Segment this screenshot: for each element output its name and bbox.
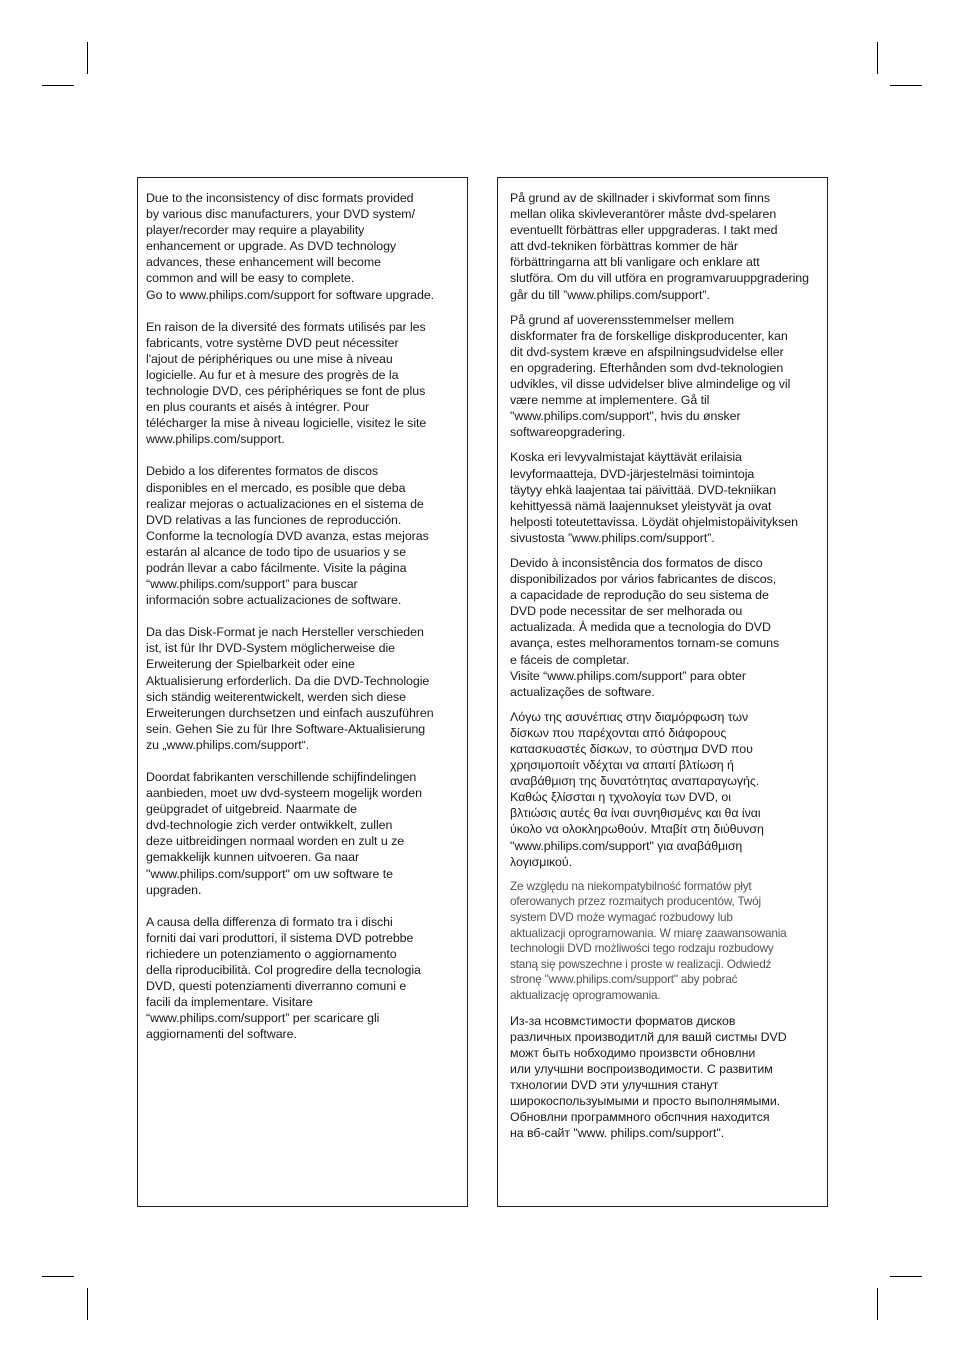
crop-mark [87, 1288, 88, 1320]
paragraph-spanish: Debido a los diferentes formatos de discos disponibles en el mercado, es posible que deba realizar mejoras o actualizaciones en el sistema de DVD relativas a las funciones de reproducción. Conforme la tecnología DVD avanza, estas mejoras estarán al alcance de todo tipo de usuarios y se podrán llevar a cabo fácilmente. Visite la página “www.philips.com/support” para buscar información sobre actualizaciones de software. [146, 464, 429, 608]
crop-mark [42, 1276, 74, 1277]
crop-mark [890, 1276, 922, 1277]
paragraph-german: Da das Disk-Format je nach Hersteller verschieden ist, ist für Ihr DVD-System möglicherweise die Erweiterung der Spielbarkeit oder eine Aktualisierung erforderlich. Da die DVD-Technologie sich ständig weiterentwickelt, werden sich diese Erweiterungen durchsetzen und einfach auszuführen sein. Gehen Sie zu für Ihre Software-Aktualisierung zu „www.philips.com/support“. [146, 625, 434, 752]
paragraph-danish: På grund af uoverensstemmelser mellem diskformater fra de forskellige diskproducenter, kan dit dvd-system kræve en afspilningsudvidelse eller en opgradering. Efterhånden som dvd-teknologien udvikles, vil disse udvidelser blive almindelige og vil være nemme at implementere. Gå til "www.philips.com/support", hvis du ønsker softwareopgradering. [510, 312, 791, 440]
paragraph-greek: Λόγω της ασυνέπιας στην διαμόρφωση των δίσκων που παρέχονται από διάφορους κατασκυαστές δίσκων, το σύστημα DVD που χρησιμοποιίτ νδέχται να απαιτί βλτίωση ή αναβάθμιση της δυνατότητας αναπαραγωγής. Καθώς ξλίσσται η τχνολογία των DVD, οι βλτιώσις αυτές θα ίναι συνηθισμένς και θα ίναι ύκολο να ολοκληρωθούν. Μταβίτ στη διύθυνση "www.philips.com/support" για αναβάθμιση λογισμικού. [510, 709, 764, 869]
left-text-box [137, 177, 468, 1207]
paragraph-russian: Из-за нсовмстимости форматов дисков различных производитлй для вашй систмы DVD можт быть нобходимо произвсти обновлни или улучшни воспроизводимости. С развитим тхнологии DVD эти улучшния станут широкоспользуымыми и просто выполнямыми. Обновлни программного обспчния находится на вб-сайт "www. philips.com/support". [510, 1013, 787, 1141]
crop-mark [877, 1288, 878, 1320]
paragraph-polish: Ze względu na niekompatybilność formatów płyt oferowanych przez rozmaitych producentów, Twój system DVD może wymagać rozbudowy lub aktualizacji oprogramowania. W miarę zaawansowania technologii DVD możliwości tego rodzaju rozbudowy staną się powszechne i proste w realizacji. Odwiedź stronę "www.philips.com/support" aby pobrać aktualizację oprogramowania. [510, 878, 787, 1002]
crop-mark [890, 85, 922, 86]
crop-mark [87, 42, 88, 74]
paragraph-french: En raison de la diversité des formats utilisés par les fabricants, votre système DVD peut nécessiter l'ajout de périphériques ou une mise à niveau logicielle. Au fur et à mesure des progrès de la technologie DVD, ces périphériques se font de plus en plus courants et aisés à intégrer. Pour télécharger la mise à niveau logicielle, visitez le site www.philips.com/support. [146, 319, 427, 447]
paragraph-portuguese: Devido à inconsistência dos formatos de disco disponibilizados por vários fabricantes de discos, a capacidade de reprodução do seu sistema de DVD pode necessitar de ser melhorada ou actualizada. À medida que a tecnologia do DVD avança, estes melhoramentos tornam-se comuns e fáceis de completar. Visite “www.philips.com/support” para obter actualizações de software. [510, 555, 780, 699]
paragraph-finnish: Koska eri levyvalmistajat käyttävät erilaisia levyformaatteja, DVD-järjestelmäsi toimintoja täytyy ehkä laajentaa tai päivittää. DVD-tekniikan kehittyessä nämä laajennukset yleistyvät ja ovat helposti toteutettavissa. Löydät ohjelmistopäivityksen sivustosta ”www.philips.com/support”. [510, 450, 798, 545]
crop-mark [42, 85, 74, 86]
paragraph-italian: A causa della differenza di formato tra i dischi forniti dai vari produttori, il sistema DVD potrebbe richiedere un potenziamento o aggiornamento della riproducibilità. Col progredire della tecnologia DVD, questi potenziamenti diverranno comuni e facili da implementare. Visitare “www.philips.com/support” per scaricare gli aggiornamenti del software. [146, 914, 421, 1042]
paragraph-dutch: Doordat fabrikanten verschillende schijfindelingen aanbieden, moet uw dvd-systeem mogelijk worden geüpgradet of uitgebreid. Naarmate de dvd-technologie zich verder ontwikkelt, zullen deze uitbreidingen normaal worden en zult u ze gemakkelijk kunnen uitvoeren. Ga naar "www.philips.com/support" om uw software te upgraden. [146, 770, 422, 897]
crop-mark [877, 42, 878, 74]
paragraph-english: Due to the inconsistency of disc formats provided by various disc manufacturers, your DVD system/ player/recorder may require a playability enhancement or upgrade. As DVD technology advances, these enhancement will become common and will be easy to complete. Go to www.philips.com/support for software upgrade. [146, 191, 435, 302]
paragraph-swedish: På grund av de skillnader i skivformat som finns mellan olika skivleverantörer måste dvd-spelaren eventuellt förbättras eller uppgraderas. I takt med att dvd-tekniken förbättras kommer de här förbättringarna att bli vanligare och enklare att slutföra. Om du vill utföra en programvaruuppgradering går du till ”www.philips.com/support”. [510, 191, 809, 302]
right-text-box [497, 177, 828, 1207]
